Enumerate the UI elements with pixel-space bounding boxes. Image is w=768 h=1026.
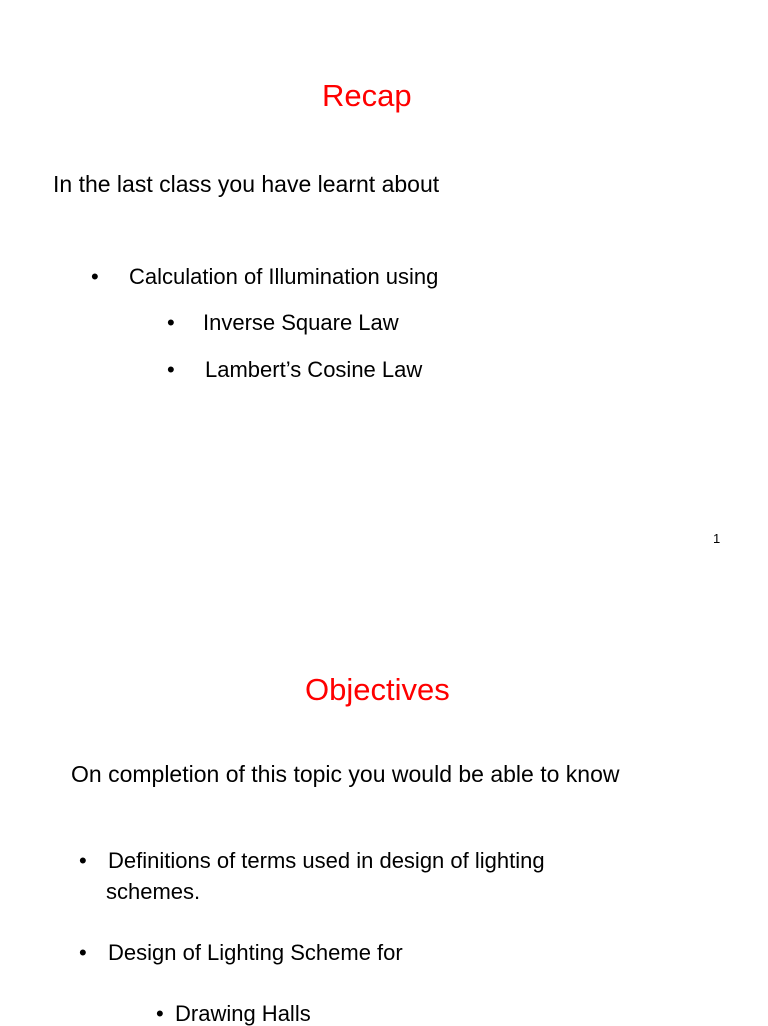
bullet-text: Definitions of terms used in design of lighting (108, 848, 545, 873)
bullet-marker: • (156, 1001, 164, 1026)
bullet-text: Inverse Square Law (203, 310, 399, 335)
bullet-text: Design of Lighting Scheme for (108, 940, 403, 965)
bullet-text: Drawing Halls (175, 1001, 311, 1026)
bullet-marker: • (79, 940, 87, 965)
bullet-text: Calculation of Illumination using (129, 264, 439, 289)
slide-intro: In the last class you have learnt about (53, 171, 440, 197)
page-number: 1 (713, 531, 721, 546)
bullet-marker: • (167, 310, 175, 335)
bullet-marker: • (167, 357, 175, 382)
slide-title: Recap (322, 78, 412, 113)
slide-title: Objectives (305, 672, 450, 707)
bullet-text-continuation: schemes. (106, 879, 201, 904)
bullet-marker: • (79, 848, 87, 873)
bullet-marker: • (91, 264, 99, 289)
slide-intro: On completion of this topic you would be able to know (71, 761, 620, 787)
bullet-text: Lambert’s Cosine Law (205, 357, 423, 382)
